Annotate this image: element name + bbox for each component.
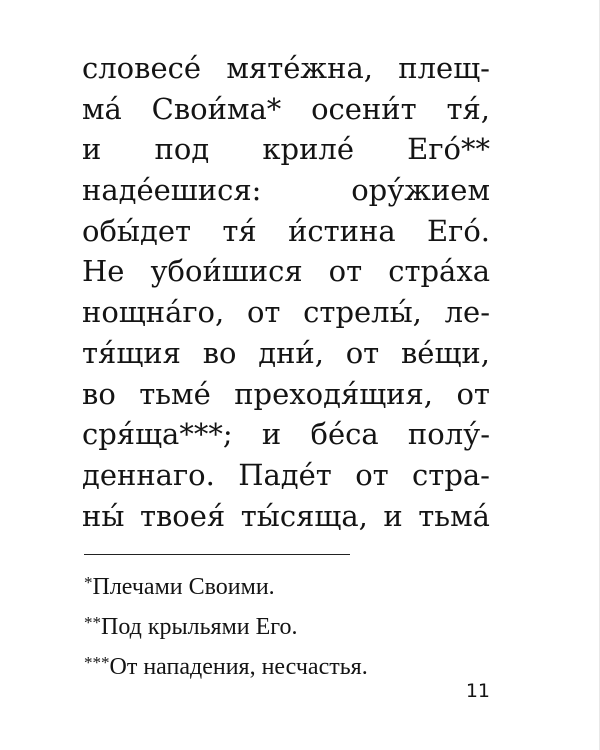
word: ны́	[82, 498, 125, 533]
word: обы́дет	[82, 213, 192, 248]
word: тя́	[222, 213, 257, 248]
word: от	[456, 376, 490, 411]
word: ору́жием	[351, 173, 490, 208]
footnote-text: Под крыльями Его.	[101, 614, 298, 640]
footnote-marker: **	[84, 613, 101, 632]
footnote-divider	[84, 554, 350, 555]
word: твоея́	[139, 498, 226, 533]
word: под	[154, 132, 210, 167]
word: бе́са	[310, 417, 379, 452]
word: от	[355, 457, 389, 492]
word: и́стина	[288, 213, 396, 248]
page-number: 11	[465, 680, 490, 702]
word: сря́ща***;	[82, 417, 233, 452]
footnote-text: От нападения, несчастья.	[109, 654, 368, 680]
word: от	[345, 335, 380, 370]
word: стра-	[412, 457, 490, 492]
word: криле́	[262, 132, 354, 167]
word: Его́**	[407, 132, 490, 167]
word: мяте́жна,	[226, 51, 373, 85]
text-line	[82, 496, 490, 537]
word: тьме́	[139, 376, 211, 411]
word: ле-	[444, 295, 490, 330]
word: ма́	[82, 91, 122, 126]
text-line	[82, 129, 490, 170]
text-line	[82, 374, 490, 415]
word: стра́ха	[388, 254, 490, 289]
word: Свои́ма*	[151, 91, 282, 126]
footnotes	[84, 565, 504, 685]
text-line	[82, 414, 490, 455]
word: и	[82, 132, 102, 167]
text-line	[82, 211, 490, 252]
text-line	[82, 89, 490, 130]
word: убои́шися	[150, 254, 303, 289]
word: и	[383, 498, 403, 533]
word: Паде́т	[238, 457, 332, 492]
footnote-marker: *	[84, 573, 93, 592]
text-line	[82, 455, 490, 496]
word: осени́т	[311, 91, 417, 126]
word: и	[261, 417, 282, 452]
word: словесе́	[82, 51, 202, 85]
word: дни́,	[258, 335, 324, 370]
footnote	[84, 605, 504, 645]
word: во	[82, 376, 116, 411]
word: Не	[82, 254, 125, 289]
text-line	[82, 292, 490, 333]
footnote-text: Плечами Своими.	[92, 574, 275, 600]
word: тьма́	[418, 498, 490, 533]
footnote-marker: ***	[84, 653, 110, 672]
word: тя́щия	[82, 335, 181, 370]
word: во	[202, 335, 237, 370]
word: преходя́щия,	[234, 376, 434, 411]
word: наде́ешися:	[82, 173, 262, 208]
word: ве́щи,	[400, 335, 490, 370]
word: деннаго.	[82, 457, 215, 492]
text-line	[82, 170, 490, 211]
word: плещ-	[398, 51, 490, 85]
main-text	[82, 48, 490, 536]
word: нощна́го,	[82, 295, 225, 330]
word: ты́сяща,	[240, 498, 368, 533]
word: стрелы́,	[303, 295, 422, 330]
word: тя́,	[446, 91, 490, 126]
text-line	[82, 333, 490, 374]
footnote	[84, 645, 504, 685]
word: от	[246, 295, 281, 330]
text-line	[82, 251, 490, 292]
footnote	[84, 565, 504, 605]
text-line	[82, 48, 490, 89]
word: от	[328, 254, 363, 289]
word: полу́-	[407, 417, 490, 452]
word: Его́.	[426, 213, 490, 248]
